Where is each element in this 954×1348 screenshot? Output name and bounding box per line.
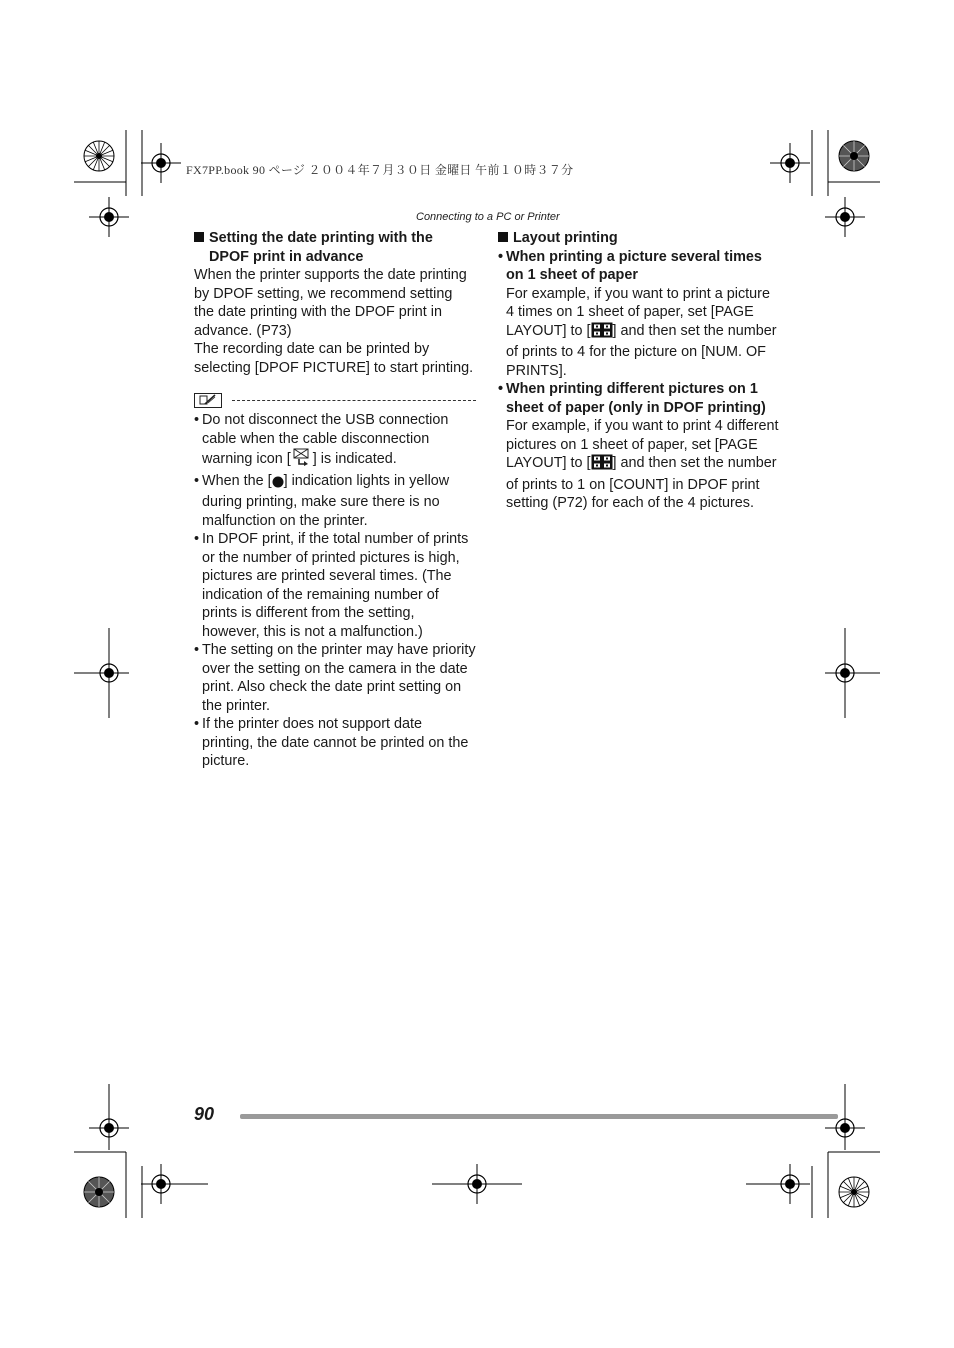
paragraph: The recording date can be printed by selecting [DPOF PICTURE] to start printing. xyxy=(194,341,474,376)
note-pencil-icon xyxy=(194,393,222,408)
bullet-body xyxy=(498,417,780,513)
note-item xyxy=(194,472,476,531)
bullet-dot: • xyxy=(194,531,200,547)
bullet-dot: • xyxy=(498,381,504,397)
note-text: ] is indicated. xyxy=(312,451,397,467)
note-text: In DPOF print, if the total number of prints or the number of printed pictures is high, pictures are printed several times. (The indication of the remaining number of prints is different from the setting, however, this is not a malfunction.) xyxy=(202,531,469,640)
bullet-dot: • xyxy=(194,642,200,658)
bullet-body xyxy=(498,285,780,381)
four-picture-layout-icon xyxy=(591,454,613,476)
cable-disconnection-warning-icon xyxy=(291,448,313,472)
bullet-title-text: When printing a picture several times on 1 sheet of paper xyxy=(506,248,762,283)
bullet-dot: • xyxy=(498,248,504,265)
bullet-dot: • xyxy=(194,716,200,732)
body-text: For example, if you want to print a picture 4 times on 1 sheet of paper, set [PAGE LAYOUT] to [ xyxy=(506,285,770,339)
note-text: If the printer does not support date printing, the date cannot be printed on the picture. xyxy=(202,716,469,769)
square-bullet-icon xyxy=(498,229,513,248)
page-number: 90 xyxy=(194,1104,215,1124)
running-head: Connecting to a PC or Printer xyxy=(416,211,560,223)
note-item xyxy=(194,641,476,715)
bullet-title xyxy=(498,380,780,417)
body-text: ] and then set the number of prints to 1 on [COUNT] in DPOF print setting (P72) for each of the 4 pictures. xyxy=(506,455,777,511)
heading-text: Layout printing xyxy=(513,230,618,246)
left-column xyxy=(194,229,476,771)
body-text: ] and then set the number of prints to 4 for the picture on [NUM. OF PRINTS]. xyxy=(506,322,777,379)
note-text: The setting on the printer may have priority over the setting on the camera in the date print. Also check the date print setting on the printer. xyxy=(202,642,476,714)
bullet-title xyxy=(498,248,780,285)
note-item xyxy=(194,530,476,641)
print-header: FX7PP.book 90 ページ ２００４年７月３０日 金曜日 午前１０時３７分 xyxy=(186,163,574,177)
note-text: When the [ xyxy=(202,472,272,489)
right-column xyxy=(498,229,780,513)
note-text: Do not disconnect the USB connection cable when the cable disconnection warning icon [ xyxy=(202,412,449,467)
bullet-dot: • xyxy=(194,412,200,428)
note-text: ] indication lights in yellow during printing, make sure there is no malfunction on the printer. xyxy=(202,472,450,529)
note-divider xyxy=(194,391,476,409)
note-item xyxy=(194,411,476,472)
section-heading-layout-printing xyxy=(498,229,780,248)
body-text: For example, if you want to print 4 different pictures on 1 sheet of paper, set [PAGE LAYOUT] to [ xyxy=(506,418,779,471)
section-heading-date-printing xyxy=(194,229,476,266)
square-bullet-icon xyxy=(194,229,209,266)
footer-bar xyxy=(240,1114,838,1119)
bullet-dot: • xyxy=(194,472,200,489)
indicator-dot-icon xyxy=(272,475,284,494)
note-item xyxy=(194,715,476,771)
bullet-title-text: When printing different pictures on 1 sheet of paper (only in DPOF printing) xyxy=(506,381,766,416)
heading-text: Setting the date printing with the DPOF print in advance xyxy=(209,230,433,265)
four-picture-layout-icon xyxy=(591,322,613,344)
paragraph: When the printer supports the date printing by DPOF setting, we recommend setting the date printing with the DPOF print in advance. (P73) xyxy=(194,267,467,339)
dashed-rule xyxy=(232,400,476,401)
